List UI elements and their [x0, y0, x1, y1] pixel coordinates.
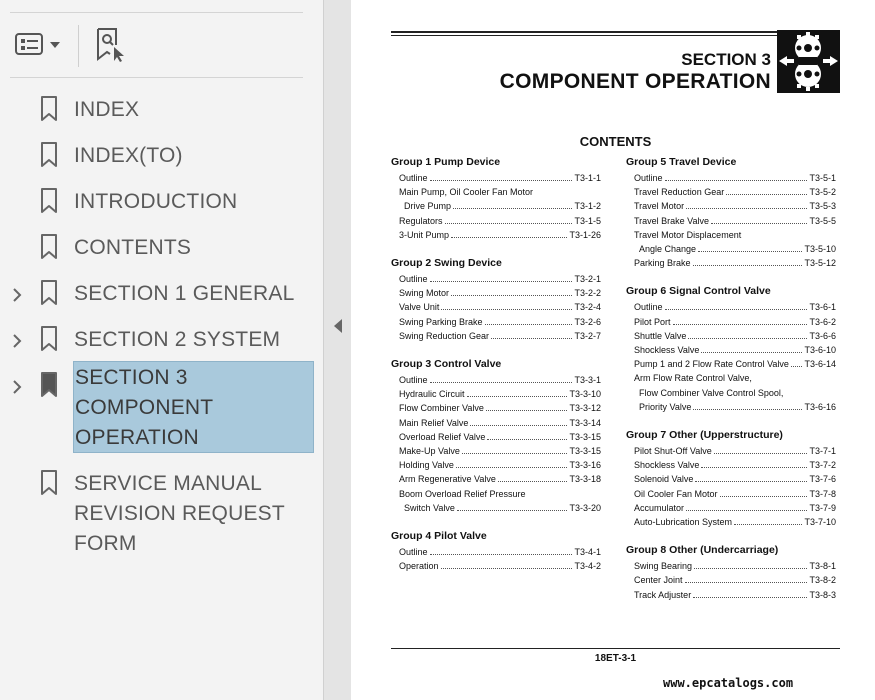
contents-entry[interactable] — [626, 199, 836, 213]
chevron-down-icon — [50, 42, 60, 48]
contents-entry[interactable] — [626, 371, 836, 385]
contents-entry[interactable] — [391, 545, 601, 559]
bookmark-icon — [40, 234, 58, 260]
contents-entry[interactable] — [391, 329, 601, 343]
entry-page: T3-7-2 — [809, 460, 836, 471]
contents-group — [391, 155, 601, 242]
contents-entry[interactable] — [391, 185, 601, 199]
bookmark-label-line: SERVICE MANUAL — [74, 472, 262, 495]
contents-group — [391, 256, 601, 343]
bookmarks-toolbar — [10, 12, 303, 78]
entry-page: T3-3-15 — [569, 431, 601, 442]
bookmark-icon — [40, 470, 58, 496]
group-title: Group 4 Pilot Valve — [391, 530, 487, 543]
entry-title: Travel Reduction Gear — [634, 187, 725, 198]
dot-leader — [791, 358, 803, 367]
contents-group — [626, 284, 836, 414]
footer-rule — [391, 648, 840, 649]
entry-title: Swing Motor — [399, 288, 450, 299]
gear-pump-icon — [777, 30, 840, 93]
entry-page: T3-5-10 — [804, 244, 836, 255]
entry-page: T3-6-10 — [804, 345, 836, 356]
entry-title: Make-Up Valve — [399, 446, 460, 457]
entry-title: Oil Cooler Fan Motor — [634, 488, 718, 499]
entry-title: Shuttle Valve — [634, 330, 687, 341]
dot-leader — [486, 402, 568, 411]
dot-leader — [498, 473, 568, 482]
find-bookmark-button[interactable] — [94, 25, 128, 65]
group-title: Group 5 Travel Device — [626, 156, 737, 168]
entry-page: T3-3-1 — [574, 375, 601, 386]
entry-page: T3-3-16 — [569, 460, 601, 471]
bookmark-item[interactable] — [0, 269, 323, 315]
contents-entry[interactable] — [626, 588, 836, 602]
dot-leader — [714, 445, 808, 454]
chevron-right-icon[interactable] — [9, 379, 25, 395]
bookmark-search-icon — [94, 27, 128, 63]
contents-entry[interactable] — [626, 214, 836, 228]
entry-title: Swing Parking Brake — [399, 316, 483, 327]
entry-title: Main Relief Valve — [399, 417, 469, 428]
contents-group — [626, 543, 836, 602]
entry-title: Travel Motor Displacement — [634, 229, 742, 240]
entry-title: Arm Regenerative Valve — [399, 474, 496, 485]
bookmark-item[interactable] — [0, 315, 323, 361]
entry-page: T3-7-9 — [809, 502, 836, 513]
group-title: Group 2 Swing Device — [391, 257, 502, 270]
bookmark-label-line: OPERATION — [75, 426, 199, 449]
contents-entry[interactable] — [626, 400, 836, 414]
entry-page: T3-8-1 — [809, 561, 836, 572]
contents-entry[interactable] — [391, 472, 601, 486]
chevron-right-icon[interactable] — [9, 333, 25, 349]
dot-leader — [470, 417, 567, 426]
entry-page: T3-7-6 — [809, 474, 836, 485]
contents-entry[interactable] — [391, 373, 601, 387]
entry-title: Hydraulic Circuit — [399, 389, 465, 400]
bookmarks-panel — [0, 0, 323, 700]
entry-title: Solenoid Valve — [634, 474, 694, 485]
dot-leader — [685, 574, 808, 583]
bookmark-item[interactable] — [0, 85, 323, 131]
options-menu-button[interactable] — [14, 25, 64, 65]
dot-leader — [711, 215, 807, 224]
entry-page: T3-6-16 — [804, 401, 836, 412]
entry-title: Pilot Port — [634, 316, 671, 327]
contents-entry[interactable] — [626, 487, 836, 501]
contents-entry[interactable] — [626, 559, 836, 573]
contents-entry[interactable] — [626, 300, 836, 314]
bookmark-icon — [40, 326, 58, 352]
dot-leader — [430, 374, 573, 383]
bookmark-icon — [40, 142, 58, 168]
bookmark-icon — [40, 372, 58, 398]
contents-entry[interactable] — [626, 472, 836, 486]
contents-entry[interactable] — [626, 185, 836, 199]
contents-entry[interactable] — [391, 300, 601, 314]
contents-entry[interactable] — [626, 515, 836, 529]
bookmark-list — [0, 85, 323, 559]
entry-title: Flow Combiner Valve — [399, 403, 484, 414]
entry-title: Shockless Valve — [634, 460, 700, 471]
dot-leader — [445, 215, 573, 224]
bookmark-label-line: COMPONENT — [75, 396, 214, 419]
entry-title: Outline — [634, 302, 663, 313]
dot-leader — [693, 257, 803, 266]
contents-entry[interactable] — [391, 228, 601, 242]
entry-page: T3-5-1 — [809, 173, 836, 183]
bookmark-label: INTRODUCTION — [74, 190, 238, 213]
entry-title: Center Joint — [634, 575, 683, 586]
chevron-right-icon[interactable] — [9, 287, 25, 303]
entry-title: Switch Valve — [404, 502, 455, 513]
contents-entry[interactable] — [626, 329, 836, 343]
group-title: Group 1 Pump Device — [391, 156, 501, 168]
entry-page: T3-5-2 — [809, 187, 836, 198]
entry-page: T3-5-12 — [804, 258, 836, 269]
dot-leader — [695, 473, 807, 482]
entry-title: Valve Unit — [399, 302, 440, 313]
contents-entry[interactable] — [391, 501, 601, 515]
dot-leader — [485, 316, 573, 325]
page-number: 18ET-3-1 — [594, 653, 637, 664]
contents-entry[interactable] — [626, 444, 836, 458]
entry-title: Boom Overload Relief Pressure — [399, 488, 526, 499]
contents-entry[interactable] — [626, 242, 836, 256]
contents-entry[interactable] — [391, 416, 601, 430]
entry-page: T3-7-1 — [809, 446, 836, 457]
dot-leader — [734, 516, 802, 525]
entry-title: Operation — [399, 561, 439, 572]
bookmark-label: SECTION 2 SYSTEM — [74, 328, 281, 351]
contents-entry[interactable] — [391, 559, 601, 573]
contents-entry[interactable] — [626, 573, 836, 587]
contents-entry[interactable] — [391, 272, 601, 286]
bookmark-item[interactable] — [0, 361, 323, 459]
bookmark-label: INDEX — [74, 98, 140, 121]
dot-leader — [694, 560, 807, 569]
entry-page: T3-8-3 — [809, 589, 836, 600]
entry-page: T3-2-1 — [574, 274, 601, 285]
bookmark-item[interactable] — [0, 131, 323, 177]
bookmark-label-line: SECTION 3 — [75, 366, 188, 389]
contents-entry[interactable] — [391, 430, 601, 444]
dot-leader — [693, 401, 802, 410]
dot-leader — [686, 502, 807, 511]
entry-title: 3-Unit Pump — [399, 229, 450, 240]
entry-page: T3-4-1 — [574, 547, 601, 558]
dot-leader — [430, 172, 573, 181]
bookmark-label — [73, 361, 314, 453]
group-title: Group 3 Control Valve — [391, 358, 502, 371]
entry-title: Outline — [399, 547, 428, 558]
dot-leader — [701, 344, 802, 353]
entry-page: T3-3-10 — [569, 389, 601, 400]
entry-title: Parking Brake — [634, 258, 691, 269]
entry-page: T3-2-6 — [574, 316, 601, 327]
entry-title: Swing Reduction Gear — [399, 330, 490, 341]
contents-entry[interactable] — [391, 444, 601, 458]
bookmark-item[interactable] — [0, 223, 323, 269]
contents-group — [626, 428, 836, 529]
entry-title: Pump 1 and 2 Flow Rate Control Valve — [634, 359, 789, 370]
contents-entry[interactable] — [626, 501, 836, 515]
contents-entry[interactable] — [391, 286, 601, 300]
entry-page: T3-5-3 — [809, 201, 836, 212]
dot-leader — [665, 172, 808, 181]
contents-entry[interactable] — [626, 228, 836, 242]
entry-page: T3-3-14 — [569, 417, 601, 428]
group-title: Group 6 Signal Control Valve — [626, 285, 771, 298]
dot-leader — [487, 431, 567, 440]
entry-page: T3-1-2 — [574, 201, 601, 212]
dot-leader — [457, 502, 568, 511]
dot-leader — [456, 459, 568, 468]
entry-page: T3-8-2 — [809, 575, 836, 586]
entry-page: T3-5-5 — [809, 215, 836, 226]
entry-page: T3-2-2 — [574, 288, 601, 299]
contents-entry[interactable] — [391, 171, 601, 185]
dot-leader — [491, 330, 572, 339]
dot-leader — [701, 459, 807, 468]
entry-title: Pilot Shut-Off Valve — [634, 446, 712, 457]
contents-entry[interactable] — [626, 256, 836, 270]
bookmark-label: CONTENTS — [74, 236, 192, 259]
entry-page: T3-2-4 — [574, 302, 601, 313]
bookmark-label: INDEX(TO) — [74, 144, 183, 167]
contents-entry[interactable] — [626, 357, 836, 371]
section-number: SECTION 3 — [681, 50, 771, 69]
contents-entry[interactable] — [391, 458, 601, 472]
contents-entry[interactable] — [391, 401, 601, 415]
entry-title: Drive Pump — [404, 201, 452, 212]
entry-page: T3-1-1 — [574, 173, 601, 183]
contents-entry[interactable] — [391, 199, 601, 213]
dot-leader — [453, 200, 572, 209]
entry-title: Shockless Valve — [634, 345, 700, 356]
dot-leader — [441, 560, 573, 569]
contents-entry[interactable] — [626, 386, 836, 400]
entry-page: T3-6-1 — [809, 302, 836, 313]
contents-column-left — [391, 155, 601, 587]
contents-column-right — [626, 155, 836, 616]
entry-title: Outline — [634, 173, 663, 183]
dot-leader — [451, 229, 567, 238]
entry-title: Holding Valve — [399, 460, 454, 471]
contents-group — [626, 155, 836, 270]
entry-page: T3-6-14 — [804, 359, 836, 370]
contents-entry[interactable] — [391, 315, 601, 329]
contents-group — [391, 357, 601, 515]
dot-leader — [720, 488, 808, 497]
section-title: COMPONENT OPERATION — [499, 70, 771, 93]
dot-leader — [688, 330, 807, 339]
entry-page: T3-2-7 — [574, 330, 601, 341]
dot-leader — [441, 301, 572, 310]
entry-title: Main Pump, Oil Cooler Fan Motor — [399, 187, 534, 198]
bookmark-label: SECTION 1 GENERAL — [74, 282, 295, 305]
entry-title: Priority Valve — [639, 401, 692, 412]
entry-title: Arm Flow Rate Control Valve, — [634, 373, 752, 384]
bookmark-label-line: REVISION REQUEST — [74, 502, 285, 525]
entry-title: Outline — [399, 375, 428, 386]
entry-title: Regulators — [399, 215, 443, 226]
entry-title: Accumulator — [634, 502, 685, 513]
entry-page: T3-1-5 — [574, 215, 601, 226]
dot-leader — [467, 388, 568, 397]
entry-title: Flow Combiner Valve Control Spool, — [639, 387, 784, 398]
watermark-text: www.epcatalogs.com — [663, 676, 794, 690]
dot-leader — [673, 316, 808, 325]
entry-title: Outline — [399, 173, 428, 183]
bookmark-label — [74, 469, 285, 559]
toolbar-divider — [78, 25, 79, 67]
contents-entry[interactable] — [391, 487, 601, 501]
contents-entry[interactable] — [391, 214, 601, 228]
bookmark-item[interactable] — [0, 177, 323, 223]
contents-group — [391, 529, 601, 573]
contents-entry[interactable] — [626, 171, 836, 185]
dot-leader — [698, 243, 802, 252]
dot-leader — [462, 445, 568, 454]
entry-title: Travel Motor — [634, 201, 685, 212]
entry-page: T3-3-12 — [569, 403, 601, 414]
collapse-panel-icon[interactable] — [333, 318, 343, 334]
list-options-icon — [14, 30, 64, 60]
entry-page: T3-6-6 — [809, 330, 836, 341]
entry-page: T3-3-18 — [569, 474, 601, 485]
entry-title: Outline — [399, 274, 428, 285]
entry-title: Angle Change — [639, 244, 697, 255]
dot-leader — [430, 273, 573, 282]
contents-entry[interactable] — [391, 387, 601, 401]
bookmark-icon — [40, 280, 58, 306]
entry-page: T3-6-2 — [809, 316, 836, 327]
entry-page: T3-4-2 — [574, 561, 601, 572]
dot-leader — [686, 200, 807, 209]
group-title: Group 7 Other (Upperstructure) — [626, 429, 783, 442]
entry-title: Swing Bearing — [634, 561, 693, 572]
dot-leader — [430, 546, 573, 555]
dot-leader — [665, 301, 808, 310]
contents-entry[interactable] — [626, 315, 836, 329]
header-rule — [391, 31, 840, 36]
entry-page: T3-1-26 — [569, 229, 601, 240]
contents-entry[interactable] — [626, 458, 836, 472]
dot-leader — [726, 186, 807, 195]
entry-title: Travel Brake Valve — [634, 215, 710, 226]
group-title: Group 8 Other (Undercarriage) — [626, 544, 779, 557]
bookmark-icon — [40, 96, 58, 122]
document-page — [351, 0, 875, 700]
dot-leader — [693, 589, 807, 598]
contents-heading: CONTENTS — [579, 134, 652, 149]
entry-page: T3-7-10 — [804, 517, 836, 528]
bookmark-item[interactable] — [0, 459, 323, 559]
entry-page: T3-3-15 — [569, 446, 601, 457]
contents-entry[interactable] — [626, 343, 836, 357]
bookmark-label-line: FORM — [74, 532, 137, 555]
bookmark-icon — [40, 188, 58, 214]
entry-title: Track Adjuster — [634, 589, 692, 600]
dot-leader — [451, 287, 572, 296]
entry-page: T3-7-8 — [809, 488, 836, 499]
entry-title: Overload Relief Valve — [399, 431, 486, 442]
entry-title: Auto-Lubrication System — [634, 517, 733, 528]
panel-splitter[interactable] — [323, 0, 351, 700]
entry-page: T3-3-20 — [569, 502, 601, 513]
